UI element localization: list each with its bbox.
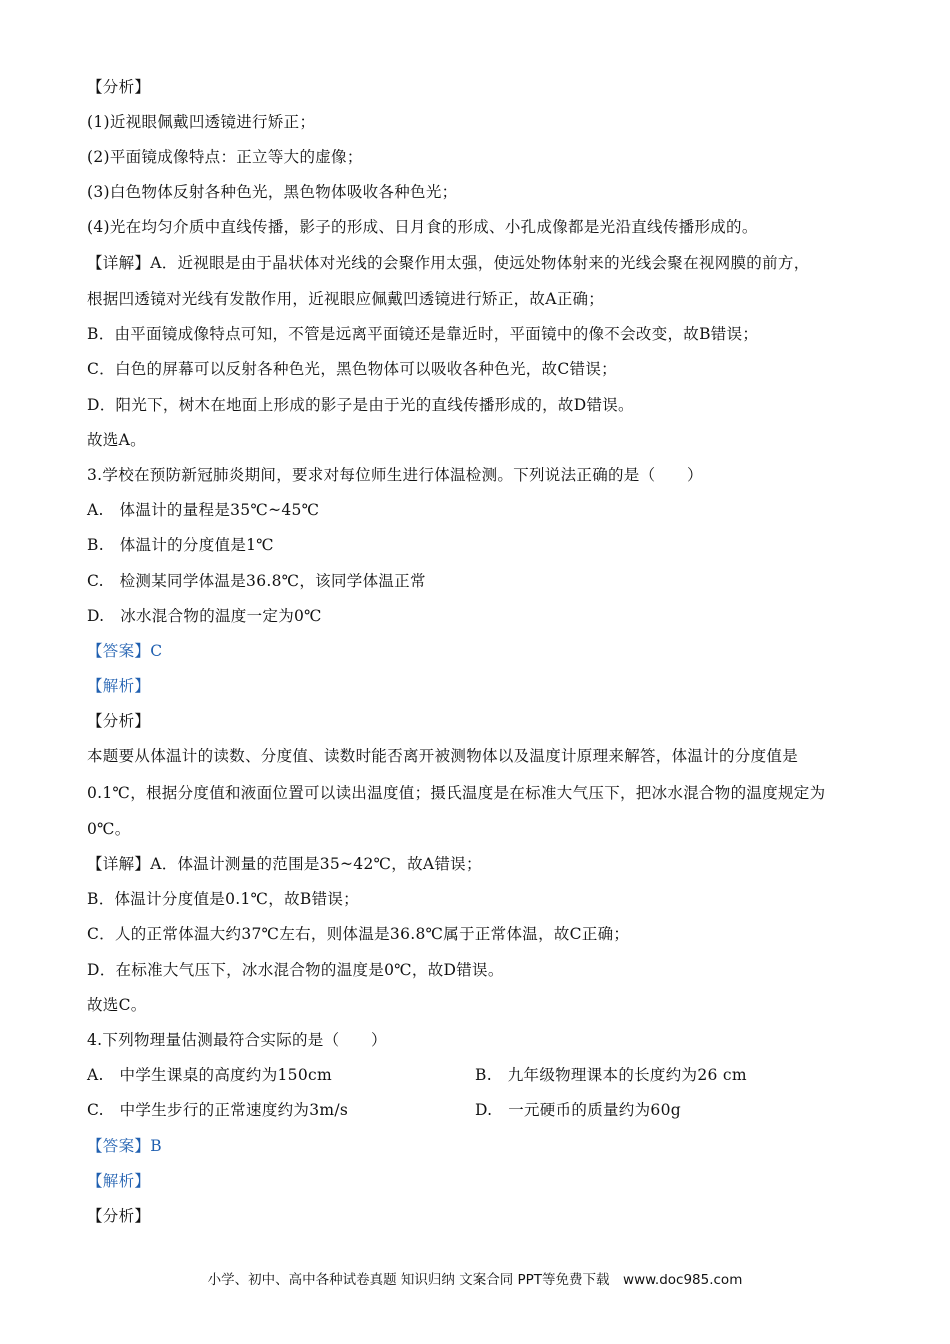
- detail-paragraph: B．体温计分度值是0.1℃，故B错误；: [87, 890, 359, 908]
- detail-paragraph: D．在标准大气压下，冰水混合物的温度是0℃，故D错误。: [87, 961, 504, 979]
- detail-paragraph: B．由平面镜成像特点可知，不管是远离平面镜还是靠近时，平面镜中的像不会改变，故B错误；: [87, 325, 759, 343]
- detail-paragraph: 根据凹透镜对光线有发散作用，近视眼应佩戴凹透镜进行矫正，故A正确；: [87, 290, 605, 308]
- option-a: A. 体温计的量程是35℃~45℃: [87, 501, 320, 519]
- option-d: D. 冰水混合物的温度一定为0℃: [87, 607, 322, 625]
- conclusion: 故选C。: [87, 996, 147, 1014]
- option-b: B. 体温计的分度值是1℃: [87, 536, 274, 554]
- detail-paragraph: 【详解】A．体温计测量的范围是35~42℃，故A错误；: [87, 855, 482, 873]
- analysis-paragraph: 0.1℃，根据分度值和液面位置可以读出温度值；摄氏温度是在标准大气压下，把冰水混合物的温度规定为: [87, 784, 826, 802]
- detail-paragraph: D．阳光下，树木在地面上形成的影子是由于光的直线传播形成的，故D错误。: [87, 396, 634, 414]
- page-footer: 小学、初中、高中各种试卷真题 知识归纳 文案合同 PPT等免费下载 www.doc985.com: [207, 1272, 743, 1288]
- option-c: C. 检测某同学体温是36.8℃，该同学体温正常: [87, 572, 426, 590]
- analysis-paragraph: 本题要从体温计的读数、分度值、读数时能否离开被测物体以及温度计原理来解答，体温计的分度值是: [87, 747, 799, 765]
- option-b: B. 九年级物理课本的长度约为26 cm: [475, 1066, 747, 1084]
- detail-paragraph: C．白色的屏幕可以反射各种色光，黑色物体可以吸收各种色光，故C错误；: [87, 360, 617, 378]
- answer-label: 【答案】B: [87, 1137, 162, 1155]
- question-4: 4.下列物理量估测最符合实际的是（ ）: [87, 1031, 387, 1049]
- option-d: D. 一元硬币的质量约为60g: [475, 1101, 681, 1119]
- analysis-point-1: (1)近视眼佩戴凹透镜进行矫正；: [87, 113, 316, 131]
- analysis-paragraph: 0℃。: [87, 820, 131, 838]
- analysis-point-3: (3)白色物体反射各种色光，黑色物体吸收各种色光；: [87, 183, 458, 201]
- conclusion: 故选A。: [87, 431, 146, 449]
- detail-paragraph: 【详解】A．近视眼是由于晶状体对光线的会聚作用太强，使远处物体射来的光线会聚在视网膜的前方，: [87, 254, 810, 272]
- analysis-point-4: (4)光在均匀介质中直线传播，影子的形成、日月食的形成、小孔成像都是光沿直线传播形成的。: [87, 218, 758, 236]
- option-a: A. 中学生课桌的高度约为150cm: [87, 1066, 332, 1084]
- analysis-point-2: (2)平面镜成像特点：正立等大的虚像；: [87, 148, 363, 166]
- section-heading-analysis: 【分析】: [87, 78, 151, 96]
- option-c: C. 中学生步行的正常速度约为3m/s: [87, 1101, 349, 1119]
- section-heading-analysis: 【分析】: [87, 712, 151, 730]
- detail-paragraph: C．人的正常体温大约37℃左右，则体温是36.8℃属于正常体温，故C正确；: [87, 925, 630, 943]
- explanation-label: 【解析】: [87, 1172, 151, 1190]
- answer-label: 【答案】C: [87, 642, 163, 660]
- explanation-label: 【解析】: [87, 677, 151, 695]
- question-3: 3.学校在预防新冠肺炎期间，要求对每位师生进行体温检测。下列说法正确的是（ ）: [87, 466, 703, 484]
- section-heading-analysis: 【分析】: [87, 1207, 151, 1225]
